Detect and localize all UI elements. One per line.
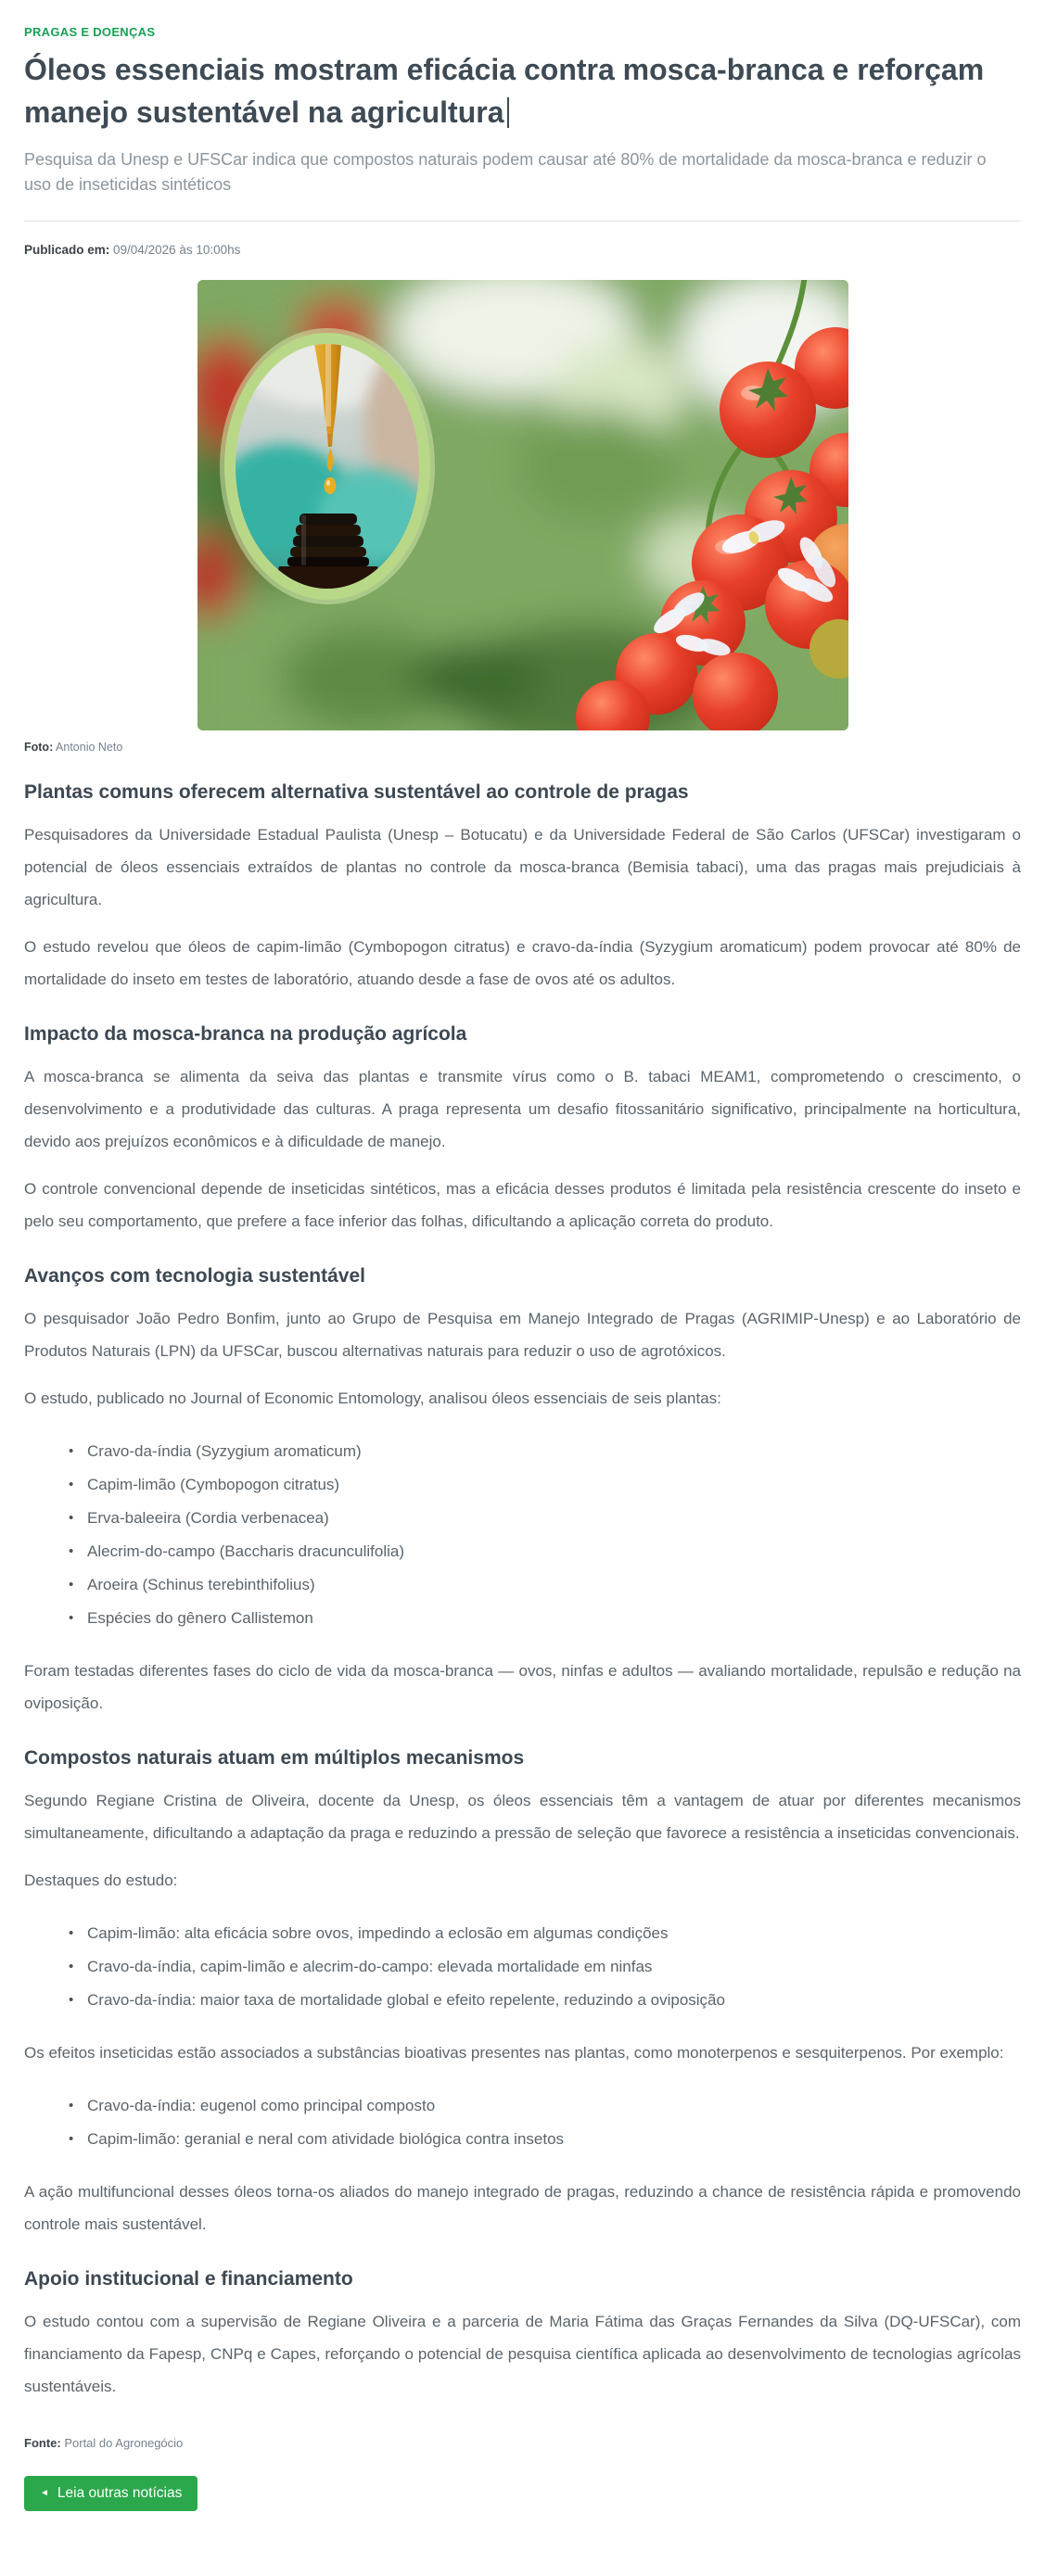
- article-paragraph: Destaques do estudo:: [24, 1872, 178, 1889]
- photo-credit: [24, 741, 1021, 754]
- article-image: [198, 280, 848, 730]
- published-line: [24, 243, 1021, 257]
- back-arrow-icon: ◄: [40, 2488, 49, 2498]
- article-paragraph: O pesquisador João Pedro Bonfim, junto ao Grupo de Pesquisa em Manejo Integrado de Pragas (AGRIMIP-Unesp) e ao Laboratório de Produtos Naturais (LPN) da UFSCar, buscou alternativas naturais para reduzir o uso de agrotóxicos.: [24, 1310, 1021, 1360]
- category-link[interactable]: PRAGAS E DOENÇAS: [24, 25, 156, 39]
- text-caret: [507, 97, 509, 128]
- article-paragraph: Os efeitos inseticidas estão associados a substâncias bioativas presentes nas plantas, como monoterpenos e sesquiterpenos. Por exemplo:: [24, 2044, 1004, 2062]
- plant-oils-list: [24, 1435, 1021, 1634]
- list-item: • Cravo-da-índia (Syzygium aromaticum): [87, 1435, 1021, 1467]
- photo-credit-label: Foto:: [24, 741, 54, 754]
- list-item: • Capim-limão: geranial e neral com atividade biológica contra insetos: [87, 2123, 1021, 2155]
- article-paragraph: Segundo Regiane Cristina de Oliveira, docente da Unesp, os óleos essenciais têm a vantagem de atuar por diferentes mecanismos simultaneamente, dificultando a adaptação da praga e reduzindo a pressão de seleção que favorece a resistência a inseticidas convencionais.: [24, 1792, 1021, 1842]
- article-paragraph: Pesquisadores da Universidade Estadual Paulista (Unesp – Botucatu) e da Universidade Federal de São Carlos (UFSCar) investigaram o potencial de óleos essenciais extraídos de plantas no controle da mosca-branca (Bemisia tabaci), uma das pragas mais prejudiciais à agricultura.: [24, 826, 1021, 908]
- article-subtitle: Pesquisa da Unesp e UFSCar indica que compostos naturais podem causar até 80% de mortalidade da mosca-branca e reduzir o uso de inseticidas sintéticos: [24, 150, 987, 194]
- section-heading: Compostos naturais atuam em múltiplos mecanismos: [24, 1747, 525, 1769]
- page-title-text: Óleos essenciais mostram eficácia contra mosca-branca e reforçam manejo sustentável na agricultura: [24, 53, 985, 129]
- source-line: [24, 2436, 1021, 2450]
- section-heading: Plantas comuns oferecem alternativa sustentável ao controle de pragas: [24, 781, 689, 803]
- photo-credit-value: Antonio Neto: [56, 741, 123, 754]
- divider: [24, 221, 1021, 222]
- study-highlights-list: [24, 1917, 1021, 2016]
- list-item: • Alecrim-do-campo (Baccharis dracunculifolia): [87, 1535, 1021, 1567]
- article-paragraph: O estudo contou com a supervisão de Regiane Oliveira e a parceria de Maria Fátima das Graças Fernandes da Silva (DQ-UFSCar), com financiamento da Fapesp, CNPq e Capes, reforçando o potencial de pesquisa científica aplicada ao desenvolvimento de tecnologias agrícolas sustentáveis.: [24, 2313, 1021, 2395]
- source-value: Portal do Agronegócio: [64, 2436, 184, 2450]
- article-paragraph: Foram testadas diferentes fases do ciclo de vida da mosca-branca — ovos, ninfas e adultos — avaliando mortalidade, repulsão e redução na oviposição.: [24, 1662, 1021, 1712]
- list-item: • Cravo-da-índia: maior taxa de mortalidade global e efeito repelente, reduzindo a oviposição: [87, 1984, 1021, 2016]
- hero-photo: [198, 280, 848, 730]
- read-other-news-label: Leia outras notícias: [57, 2485, 183, 2501]
- article-paragraph: O controle convencional depende de inseticidas sintéticos, mas a eficácia desses produtos é limitada pela resistência crescente do inseto e pelo seu comportamento, que prefere a face inferior das folhas, dificultando a aplicação correta do produto.: [24, 1180, 1021, 1230]
- list-item: • Cravo-da-índia, capim-limão e alecrim-do-campo: elevada mortalidade em ninfas: [87, 1950, 1021, 1983]
- source-label: Fonte:: [24, 2436, 61, 2450]
- list-item: • Erva-baleeira (Cordia verbenacea): [87, 1502, 1021, 1534]
- section-heading: Avanços com tecnologia sustentável: [24, 1265, 366, 1287]
- list-item: • Capim-limão (Cymbopogon citratus): [87, 1468, 1021, 1501]
- article-paragraph: A ação multifuncional desses óleos torna-os aliados do manejo integrado de pragas, reduzindo a chance de resistência rápida e promovendo controle mais sustentável.: [24, 2183, 1021, 2233]
- article-paragraph: O estudo revelou que óleos de capim-limão (Cymbopogon citratus) e cravo-da-índia (Syzygium aromaticum) podem provocar até 80% de mortalidade do inseto em testes de laboratório, atuando desde a fase de ovos até os adultos.: [24, 938, 1021, 988]
- article-paragraph: O estudo, publicado no Journal of Economic Entomology, analisou óleos essenciais de seis plantas:: [24, 1390, 721, 1407]
- read-other-news-button[interactable]: [24, 2476, 198, 2511]
- published-label: Publicado em:: [24, 243, 110, 257]
- section-heading: Apoio institucional e financiamento: [24, 2268, 353, 2290]
- section-heading: Impacto da mosca-branca na produção agrícola: [24, 1023, 467, 1045]
- published-value: 09/04/2026 às 10:00hs: [113, 243, 241, 257]
- list-item: • Aroeira (Schinus terebinthifolius): [87, 1568, 1021, 1601]
- article-paragraph: A mosca-branca se alimenta da seiva das plantas e transmite vírus como o B. tabaci MEAM1, comprometendo o crescimento, o desenvolvimento e a produtividade das culturas. A praga representa um desafio fitossanitário significativo, principalmente na horticultura, devido aos prejuízos econômicos e à dificuldade de manejo.: [24, 1068, 1021, 1150]
- compounds-list: [24, 2089, 1021, 2155]
- list-item: • Capim-limão: alta eficácia sobre ovos, impedindo a eclosão em algumas condições: [87, 1917, 1021, 1949]
- page-title: [24, 48, 1012, 133]
- list-item: • Espécies do gênero Callistemon: [87, 1602, 1021, 1634]
- list-item: • Cravo-da-índia: eugenol como principal composto: [87, 2089, 1021, 2122]
